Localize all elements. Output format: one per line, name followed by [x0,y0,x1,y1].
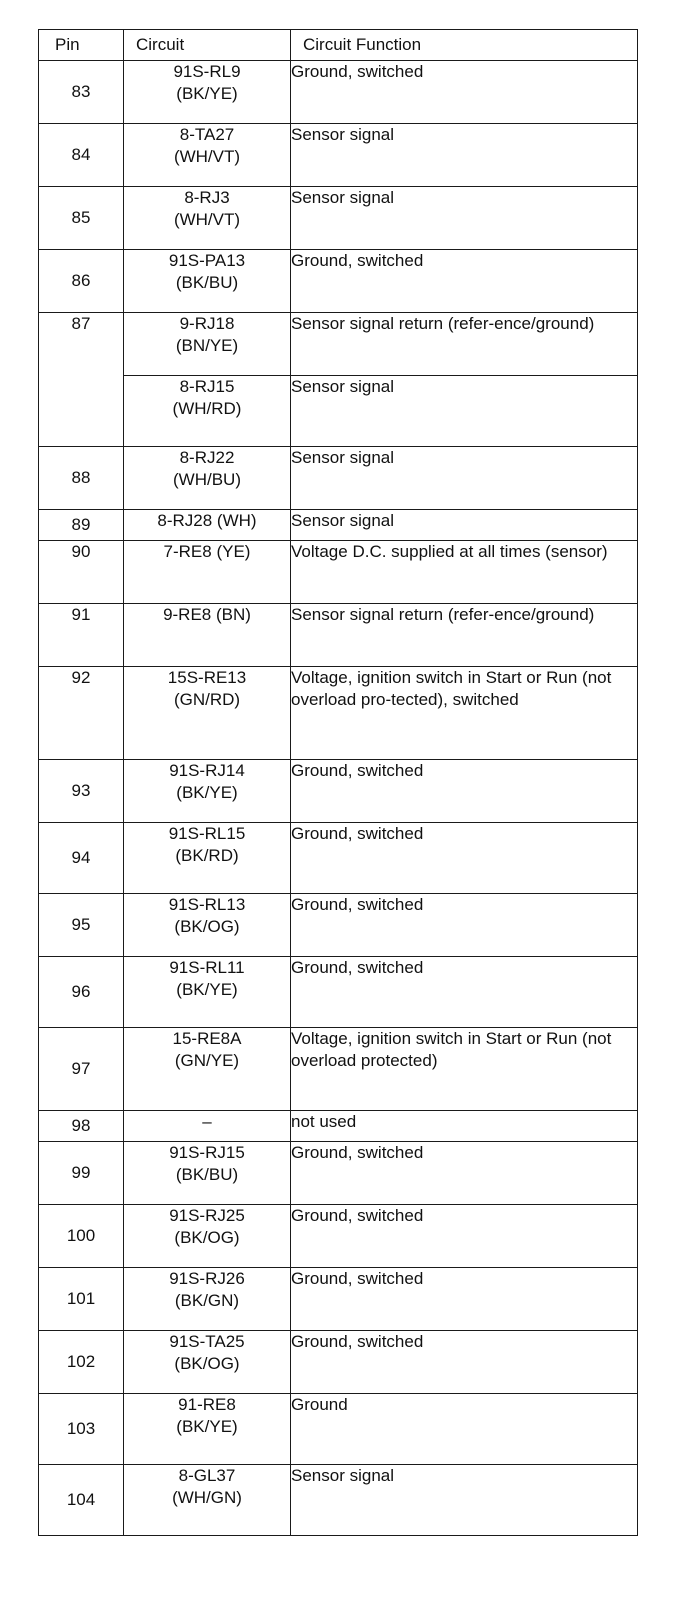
function-cell: Ground, switched [291,894,638,957]
wire-color: (BK/RD) [175,846,239,865]
wire-color: (BK/YE) [176,84,238,103]
pin-cell: 87 [39,313,124,447]
pin-cell: 84 [39,124,124,187]
function-cell: Sensor signal [291,510,638,541]
function-cell: Ground, switched [291,1142,638,1205]
circuit-id: 91S-RL11 [169,958,245,977]
circuit-cell [124,250,291,313]
circuit-id: – [202,1112,212,1131]
pin-cell: 98 [39,1111,124,1142]
wire-color: (BK/BU) [175,273,239,292]
circuit-id: 8-RJ3 [184,188,230,207]
circuit-id: 91S-RL13 [168,895,246,914]
wire-color: (WH/BU) [173,470,241,489]
function-cell: Sensor signal [291,376,638,447]
function-cell: Ground [291,1394,638,1465]
table-row [39,667,638,760]
circuit-id: 91S-RJ26 [169,1269,245,1288]
pin-cell: 96 [39,957,124,1028]
pin-cell: 102 [39,1331,124,1394]
table-row [39,604,638,667]
circuit-cell [124,1331,291,1394]
table-row [39,124,638,187]
circuit-cell [124,1394,291,1465]
table-row [39,313,638,376]
table-row [39,541,638,604]
circuit-cell [124,957,291,1028]
circuit-cell [124,187,291,250]
wire-color: (BN/YE) [175,336,239,355]
circuit-cell [124,1028,291,1111]
table-row [39,376,638,447]
circuit-id: 15-RE8A [172,1029,242,1048]
table-row [39,1394,638,1465]
function-cell: Voltage, ignition switch in Start or Run (not overload pro-tected), switched [291,667,638,760]
pin-cell: 93 [39,760,124,823]
function-cell: Sensor signal return (refer-ence/ground) [291,313,638,376]
circuit-id: 91S-TA25 [169,1332,245,1351]
function-cell: Ground, switched [291,1205,638,1268]
circuit-id: 91S-RL9 [173,62,241,81]
circuit-cell [124,667,291,760]
table-row [39,1331,638,1394]
table-row [39,61,638,124]
pin-cell: 85 [39,187,124,250]
function-cell: Voltage, ignition switch in Start or Run (not overload protected) [291,1028,638,1111]
pin-cell: 99 [39,1142,124,1205]
wire-color: (BK/BU) [175,1165,239,1184]
pin-cell: 83 [39,61,124,124]
pin-cell: 97 [39,1028,124,1111]
table-row [39,823,638,894]
wire-color: (BK/OG) [174,1228,240,1247]
circuit-cell [124,510,291,541]
function-cell: Voltage D.C. supplied at all times (sensor) [291,541,638,604]
wire-color: (BK/YE) [176,1417,238,1436]
pin-cell: 95 [39,894,124,957]
circuit-id: 9-RE8 (BN) [163,605,251,624]
circuit-id: 8-GL37 [178,1466,236,1485]
table-row [39,1111,638,1142]
circuit-cell [124,541,291,604]
function-cell: Sensor signal [291,187,638,250]
circuit-id: 91S-PA13 [168,251,246,270]
pin-cell: 100 [39,1205,124,1268]
function-cell: Ground, switched [291,760,638,823]
pin-cell: 104 [39,1465,124,1536]
table-row [39,1205,638,1268]
pin-cell: 94 [39,823,124,894]
circuit-id: 8-RJ15 [179,377,235,396]
table-row [39,894,638,957]
table-row [39,447,638,510]
wire-color: (WH/VT) [173,210,241,229]
circuit-id: 7-RE8 (YE) [163,542,251,561]
circuit-cell [124,1142,291,1205]
function-cell: Sensor signal [291,1465,638,1536]
pin-cell: 90 [39,541,124,604]
circuit-id: 8-TA27 [179,125,235,144]
header-circuit-function: Circuit Function [291,30,638,61]
circuit-cell [124,1268,291,1331]
table-row [39,957,638,1028]
table-row [39,250,638,313]
wire-color: (BK/YE) [176,980,238,999]
circuit-cell [124,604,291,667]
function-cell: not used [291,1111,638,1142]
pin-cell: 103 [39,1394,124,1465]
circuit-id: 8-RJ28 (WH) [157,511,257,530]
table-row [39,1142,638,1205]
circuit-cell [124,447,291,510]
function-cell: Sensor signal [291,124,638,187]
wire-color: (GN/YE) [174,1051,240,1070]
wire-color: (BK/GN) [174,1291,240,1310]
table-row [39,760,638,823]
wire-color: (WH/VT) [173,147,241,166]
pin-cell: 91 [39,604,124,667]
circuit-cell [124,61,291,124]
circuit-cell [124,1111,291,1142]
table-row [39,1028,638,1111]
function-cell: Ground, switched [291,823,638,894]
table-header-row [39,30,638,61]
function-cell: Ground, switched [291,1268,638,1331]
circuit-cell [124,376,291,447]
pin-cell: 86 [39,250,124,313]
circuit-id: 9-RJ18 [179,314,235,333]
function-cell: Sensor signal return (refer-ence/ground) [291,604,638,667]
wire-color: (WH/RD) [172,399,242,418]
circuit-cell [124,894,291,957]
circuit-cell [124,760,291,823]
wire-color: (BK/OG) [174,1354,240,1373]
function-cell: Ground, switched [291,250,638,313]
pin-cell: 92 [39,667,124,760]
circuit-id: 91S-RL15 [168,824,246,843]
circuit-cell [124,1465,291,1536]
function-cell: Ground, switched [291,61,638,124]
pin-cell: 89 [39,510,124,541]
wire-color: (BK/YE) [176,783,238,802]
circuit-id: 8-RJ22 [179,448,235,467]
pin-circuit-table [38,29,638,1536]
header-pin: Pin [39,30,124,61]
circuit-cell [124,823,291,894]
table-row [39,1465,638,1536]
pin-cell: 101 [39,1268,124,1331]
wire-color: (WH/GN) [172,1488,242,1507]
wire-color: (BK/OG) [174,917,240,936]
pin-cell: 88 [39,447,124,510]
table-row [39,1268,638,1331]
header-circuit: Circuit [124,30,291,61]
function-cell: Sensor signal [291,447,638,510]
circuit-id: 91-RE8 [178,1395,236,1414]
table-row [39,510,638,541]
circuit-id: 15S-RE13 [167,668,247,687]
circuit-id: 91S-RJ14 [169,761,245,780]
function-cell: Ground, switched [291,1331,638,1394]
table-row [39,187,638,250]
circuit-id: 91S-RJ15 [169,1143,245,1162]
circuit-cell [124,1205,291,1268]
function-cell: Ground, switched [291,957,638,1028]
circuit-cell [124,313,291,376]
wire-color: (GN/RD) [173,690,241,709]
circuit-cell [124,124,291,187]
circuit-id: 91S-RJ25 [169,1206,245,1225]
